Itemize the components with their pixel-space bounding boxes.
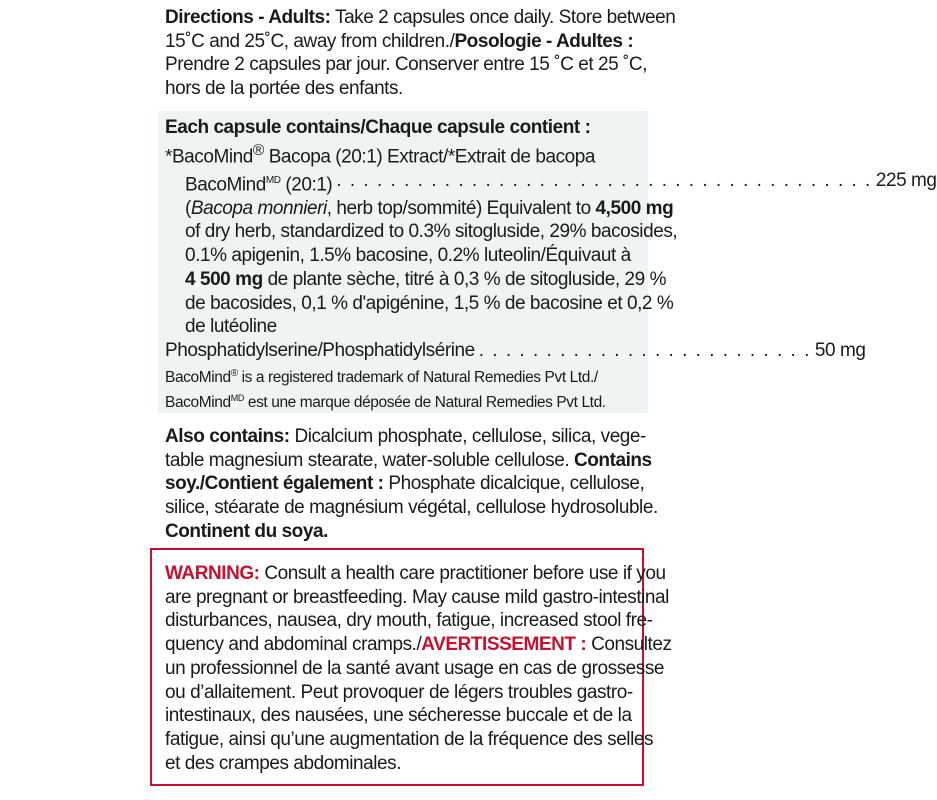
bacopa-description: 0.1% apigenin, 1.5% bacosine, 0.2% luteolin/Équivaut à — [185, 245, 631, 267]
phosphatidylserine-row: Phosphatidylserine/Phosphatidylsérine . . . . . . . . . . . . . . . . . . . . . . . . . 50 mg — [165, 339, 866, 361]
contents-heading: Each capsule contains/Chaque capsule contient : — [165, 117, 591, 138]
directions-text: hors de la portée des enfants. — [165, 78, 403, 100]
warning-text: et des crampes abdominales. — [165, 752, 402, 774]
directions-section — [165, 6, 676, 101]
bacopa-description: of dry herb, standardized to 0.3% sitogluside, 29% bacosides, — [185, 221, 678, 243]
bacopa-description: de bacosides, 0,1 % d'apigénine, 1,5 % de bacosine et 0,2 % — [185, 292, 674, 314]
contains-soy-fr: Continent du soya. — [165, 520, 328, 542]
directions-text: Prendre 2 capsules par jour. Conserver entre 15 ˚C et 25 ˚C, — [165, 54, 648, 76]
bacopa-description: (Bacopa monnieri, herb top/sommité) Equivalent to 4,500 mg — [185, 197, 674, 219]
bacopa-description: de lutéoline — [185, 316, 277, 338]
warning-label: WARNING: — [165, 563, 260, 584]
directions-fr-label: Posologie - Adultes : — [454, 30, 634, 52]
phosphatidylserine-name: Phosphatidylserine/Phosphatidylsérine — [165, 339, 475, 361]
capsule-contents-panel — [158, 111, 937, 413]
warning-text: ou d’allaitement. Peut provoquer de légers troubles gastro- — [165, 681, 633, 703]
trademark-note: BacoMind® is a registered trademark of Natural Remedies Pvt Ltd./ — [165, 367, 598, 386]
also-contains-text: silice, stéarate de magnésium végétal, cellulose hydrosoluble. — [165, 497, 658, 519]
species-name: Bacopa monnieri — [190, 197, 327, 219]
bacopa-description: 4 500 mg de plante sèche, titré à 0,3 % de sitogluside, 29 % — [185, 268, 667, 290]
warning-text: fatigue, ainsi qu’une augmentation de la fréquence des selles — [165, 728, 654, 750]
equivalent-amount-en: 4,500 mg — [595, 197, 674, 219]
contient-label: soy./Contient également : — [165, 473, 384, 495]
warning-text: disturbances, nausea, dry mouth, fatigue, increased stool fre- — [165, 610, 653, 632]
equivalent-amount-fr: 4 500 mg — [185, 268, 263, 290]
warning-box: WARNING: Consult a health care practitioner before use if you are pregnant or breastfeeding. May cause mild gastro-intestinal disturbances, nausea, dry mouth, fatigue, increased stool fre- quency and abdominal cramps./AVERTISSEMENT : Consultez un professionnel de la santé avant usage en cas de grossesse ou d’allaitement. Peut provoquer de légers troubles gastro- intestinaux, des nausées, une sécheresse buccale et de la fatigue, ainsi qu’une augmentation de la fréquence des selles et des crampes abdominales. — [150, 548, 644, 786]
warning-text: are pregnant or breastfeeding. May cause mild gastro-intestinal — [165, 586, 669, 608]
avertissement-label: AVERTISSEMENT : — [421, 634, 587, 656]
directions-en-label: Directions - Adults: — [165, 7, 331, 28]
also-contains-label: Also contains: — [165, 426, 290, 447]
warning-text: intestinaux, des nausées, une sécheresse buccale et de la — [165, 705, 632, 727]
also-contains-section: Also contains: Dicalcium phosphate, cellulose, silica, vege- table magnesium stearate, water-soluble cellulose. Contains soy./Contient également : Phosphate dicalcique, cellulose, silice, stéarate de magnésium végétal, cellulose hydrosoluble. Continent du soya. — [165, 426, 658, 542]
phosphatidylserine-amount: 50 mg — [814, 339, 866, 361]
trademark-note: BacoMind$^{MD}$ est une marque déposée de Natural Remedies Pvt Ltd. — [165, 392, 606, 411]
contains-soy-label: Contains — [574, 449, 652, 471]
md-mark: MD — [265, 174, 281, 186]
registered-mark: ® — [252, 141, 264, 159]
warning-text: un professionnel de la santé avant usage en cas de grossesse — [165, 657, 665, 679]
bacopa-amount-row: BacoMind$^{MD}$ (20:1) . . . . . . . . . . . . . . . . . . . . . . . . . . . . . . . . . . . . . . . . 225 mg — [185, 169, 937, 196]
bacopa-ingredient: *BacoMind® Bacopa (20:1) Extract/*Extrait de bacopa — [165, 141, 596, 168]
bacopa-amount: 225 mg — [875, 169, 937, 191]
directions-text: 15˚C and 25˚C, away from children./ — [165, 30, 455, 52]
directions-text: Take 2 capsules once daily. Store between — [330, 7, 676, 28]
